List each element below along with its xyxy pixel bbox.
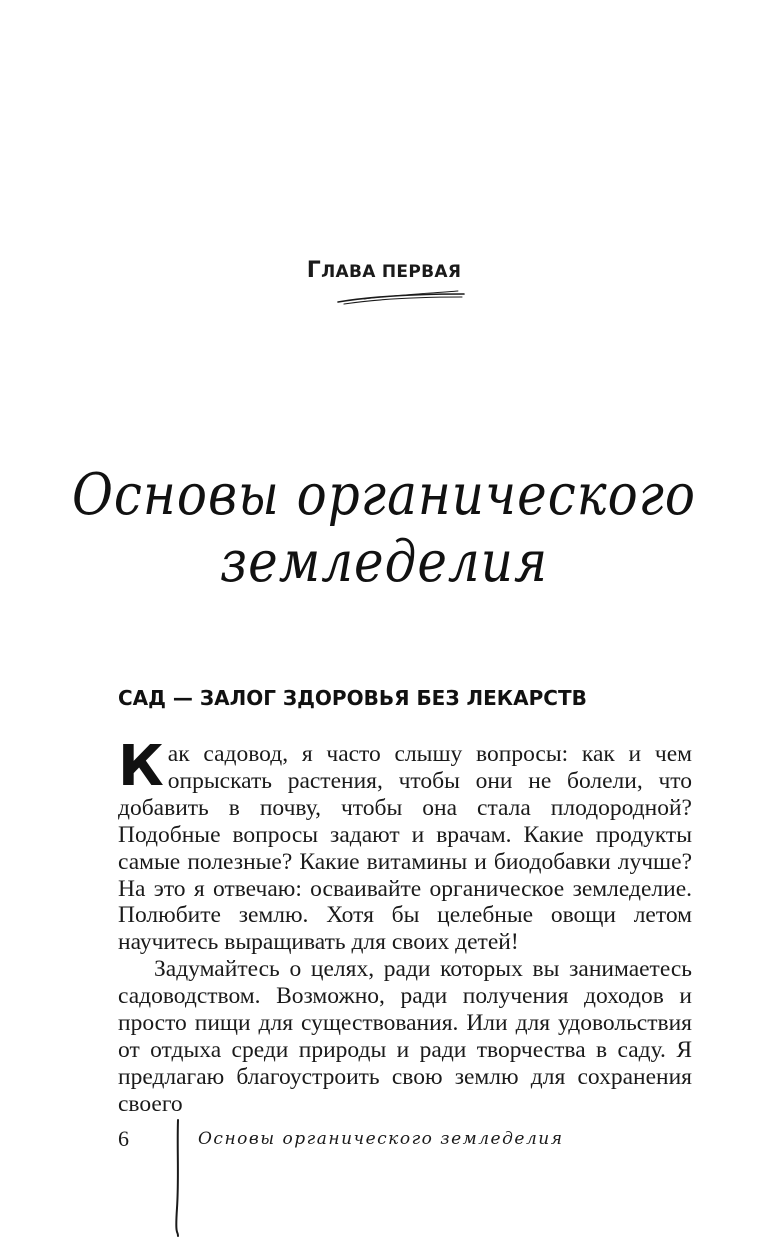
drop-cap: К <box>118 734 164 799</box>
chapter-title: Основы органического земледелия <box>71 461 697 595</box>
page-number: 6 <box>118 1126 129 1151</box>
running-footer-title: Основы органического земледелия <box>198 1129 564 1149</box>
chapter-label <box>0 258 768 283</box>
chapter-label-initial: Г <box>306 258 322 283</box>
chapter-label-rest: ЛАВА ПЕРВАЯ <box>321 262 462 282</box>
paragraph-1 <box>118 734 692 956</box>
section-heading: САД — ЗАЛОГ ЗДОРОВЬЯ БЕЗ ЛЕКАРСТВ <box>118 686 587 710</box>
footer-vertical-rule <box>172 1118 184 1238</box>
paragraph-2: Задумайтесь о целях, ради которых вы занимаетесь садоводством. Возможно, ради получения доходов и просто пищи для существования. Или для удовольствия от отдыха среди природы и ради творчества в саду. Я предлагаю благоустроить свою землю для сохранения своего <box>118 956 692 1117</box>
body-text <box>118 734 692 1118</box>
chapter-underline-flourish <box>334 286 468 308</box>
paragraph-1-text: ак садовод, я часто слышу вопросы: как и чем опрыскать растения, чтобы они не болели, что добавить в почву, чтобы она стала плодородной? Подобные вопросы задают и врачам. Какие продукты самые полезные? Какие витамины и биодобавки лучше? На это я отвечаю: осваивайте органическое земледелие. Полюбите землю. Хотя бы целебные овощи летом научитесь выращивать для своих детей! <box>118 741 692 956</box>
